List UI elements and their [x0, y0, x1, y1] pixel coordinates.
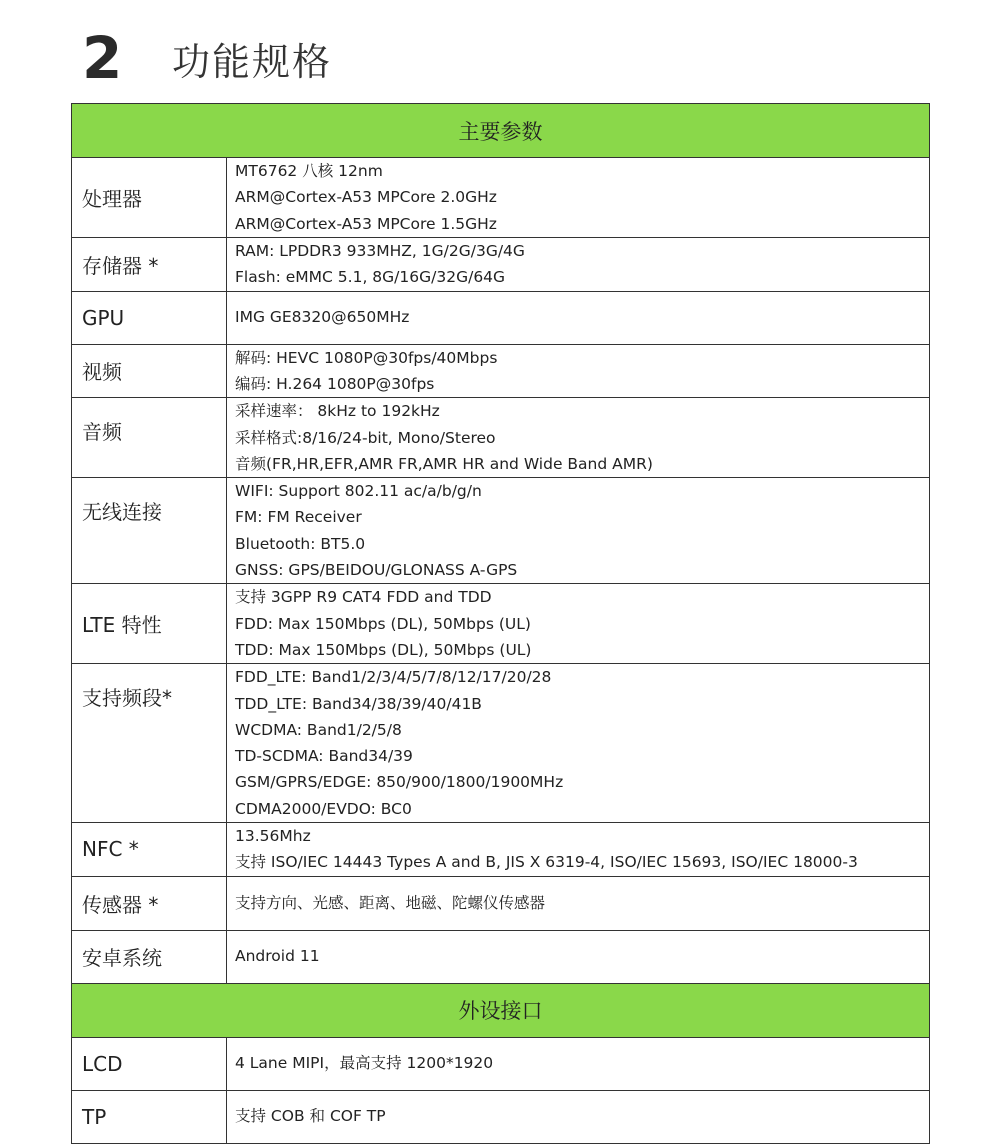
spec-row-cpu	[72, 158, 930, 238]
value-line: TDD_LTE: Band34/38/39/40/41B	[235, 694, 482, 713]
section-number: 2	[82, 24, 121, 92]
row-value	[227, 823, 930, 877]
spec-row-nfc	[72, 823, 930, 877]
value-line: TD-SCDMA: Band34/39	[235, 747, 413, 766]
value-line: 支持 COB 和 COF TP	[235, 1107, 386, 1126]
value-line: 支持 3GPP R9 CAT4 FDD and TDD	[235, 588, 492, 607]
row-label: 安卓系统	[72, 930, 227, 983]
value-line: GNSS: GPS/BEIDOU/GLONASS A-GPS	[235, 561, 518, 580]
value-line: IMG GE8320@650MHz	[235, 308, 410, 327]
value-line: 音频(FR,HR,EFR,AMR FR,AMR HR and Wide Band AMR)	[235, 454, 653, 473]
row-value	[227, 664, 930, 823]
value-line: TDD: Max 150Mbps (DL), 50Mbps (UL)	[235, 640, 532, 659]
row-label: 存储器 *	[72, 238, 227, 292]
spec-row-os	[72, 930, 930, 983]
row-label: 音频	[72, 398, 227, 478]
value-line: CDMA2000/EVDO: BC0	[235, 799, 412, 818]
row-value	[227, 930, 930, 983]
value-line: ARM@Cortex-A53 MPCore 1.5GHz	[235, 214, 497, 233]
row-label: 传感器 *	[72, 876, 227, 930]
spec-row-gpu	[72, 291, 930, 344]
section-heading	[82, 18, 332, 98]
row-label: 支持频段*	[72, 664, 227, 823]
value-line: ARM@Cortex-A53 MPCore 2.0GHz	[235, 188, 497, 207]
spec-row-sensor	[72, 876, 930, 930]
value-line: Flash: eMMC 5.1, 8G/16G/32G/64G	[235, 268, 506, 287]
row-value	[227, 478, 930, 584]
group-header-row	[72, 983, 930, 1037]
value-line: 13.56Mhz	[235, 827, 311, 846]
row-value	[227, 398, 930, 478]
row-value	[227, 1037, 930, 1090]
group-header-row	[72, 104, 930, 158]
spec-row-video	[72, 344, 930, 398]
value-line: Bluetooth: BT5.0	[235, 534, 366, 553]
spec-row-lcd	[72, 1037, 930, 1090]
value-line: 4 Lane MIPI，最高支持 1200*1920	[235, 1054, 494, 1073]
row-label: TP	[72, 1090, 227, 1143]
row-label: NFC *	[72, 823, 227, 877]
row-label: 处理器	[72, 158, 227, 238]
row-value	[227, 1090, 930, 1143]
value-line: RAM: LPDDR3 933MHZ, 1G/2G/3G/4G	[235, 242, 525, 260]
value-line: GSM/GPRS/EDGE: 850/900/1800/1900MHz	[235, 773, 564, 792]
value-line: 支持方向、光感、距离、地磁、陀螺仪传感器	[235, 893, 546, 912]
value-line: MT6762 八核 12nm	[235, 162, 383, 181]
value-line: 采样格式:8/16/24-bit, Mono/Stereo	[235, 428, 496, 447]
row-label: LCD	[72, 1037, 227, 1090]
row-label: 无线连接	[72, 478, 227, 584]
spec-row-wireless	[72, 478, 930, 584]
row-value	[227, 876, 930, 930]
value-line: Android 11	[235, 947, 320, 966]
row-value	[227, 584, 930, 664]
value-line: FDD_LTE: Band1/2/3/4/5/7/8/12/17/20/28	[235, 668, 552, 687]
row-label: 视频	[72, 344, 227, 398]
value-line: 支持 ISO/IEC 14443 Types A and B, JIS X 6319-4, ISO/IEC 15693, ISO/IEC 18000-3	[235, 853, 858, 872]
value-line: FM: FM Receiver	[235, 508, 362, 527]
group-header-main: 主要参数	[72, 104, 930, 158]
row-value	[227, 158, 930, 238]
row-value	[227, 291, 930, 344]
row-label: GPU	[72, 291, 227, 344]
spec-row-lte	[72, 584, 930, 664]
row-value	[227, 344, 930, 398]
spec-row-tp	[72, 1090, 930, 1143]
value-line: FDD: Max 150Mbps (DL), 50Mbps (UL)	[235, 614, 531, 633]
spec-table	[71, 103, 930, 1144]
group-header-peripheral: 外设接口	[72, 983, 930, 1037]
value-line: 解码: HEVC 1080P@30fps/40Mbps	[235, 348, 498, 367]
value-line: 采样速率： 8kHz to 192kHz	[235, 402, 440, 421]
value-line: WCDMA: Band1/2/5/8	[235, 720, 402, 739]
value-line: 编码: H.264 1080P@30fps	[235, 374, 435, 393]
value-line: WIFI: Support 802.11 ac/a/b/g/n	[235, 482, 482, 501]
spec-row-bands	[72, 664, 930, 823]
spec-row-storage	[72, 238, 930, 292]
row-label: LTE 特性	[72, 584, 227, 664]
row-value	[227, 238, 930, 292]
spec-row-audio	[72, 398, 930, 478]
section-title: 功能规格	[172, 39, 333, 84]
